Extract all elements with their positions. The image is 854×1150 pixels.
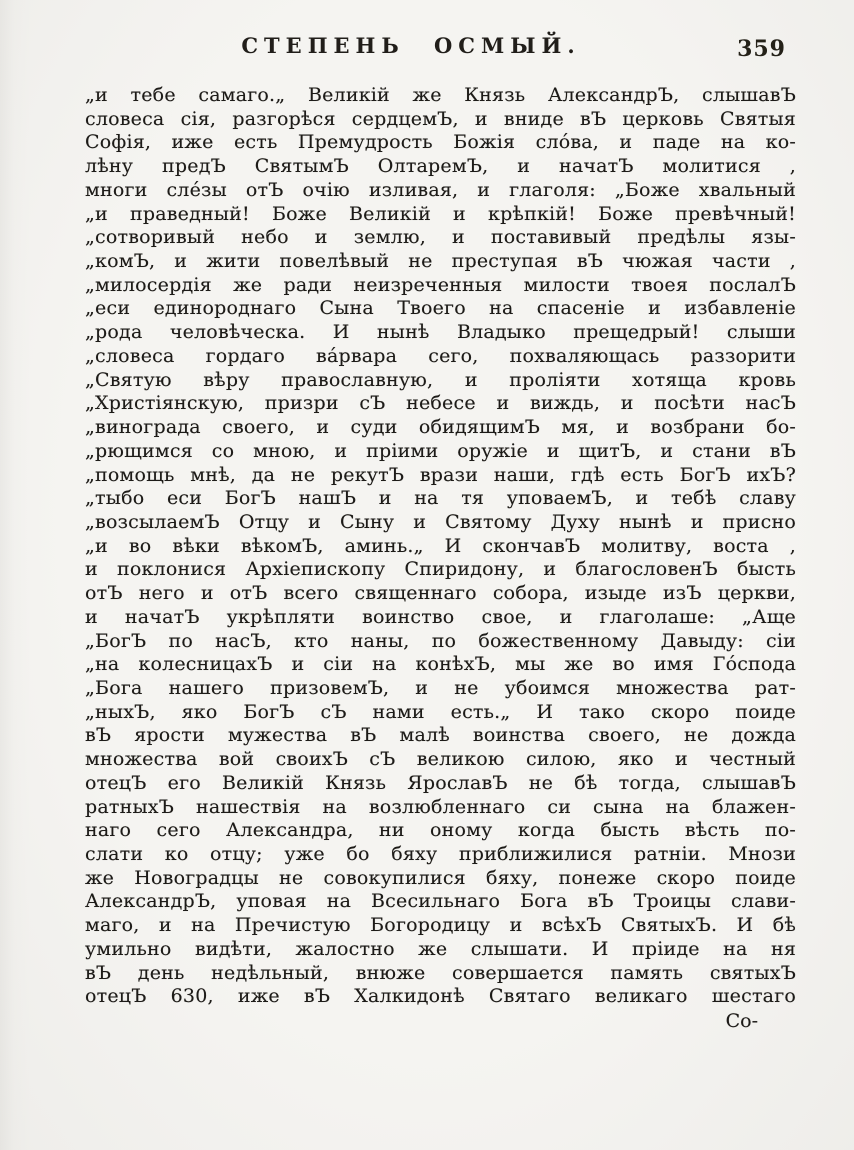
text-line: словеса сія, разгорѣся сердцемЪ, и вниде вЪ церковь Святыя [85,107,796,130]
text-line: ратныхЪ нашествія на возлюбленнаго си сына на блажен- [85,795,796,818]
text-line: отецЪ 630, иже вЪ Халкидонѣ Святаго великаго шестаго [85,985,796,1008]
text-line: вЪ ярости мужества вЪ малѣ воинства своего, не дожда [85,724,796,747]
text-line: „БогЪ по насЪ, кто наны, по божественному Давыду: сіи [85,629,796,652]
text-line: „сотворивый небо и землю, и поставивый предѣлы язы- [85,226,796,249]
text-line: и начатЪ укрѣпляти воинство свое, и глаголаше: „Аще [85,605,796,628]
text-line: АлександрЪ, уповая на Всесильнаго Бога вЪ Троицы слави- [85,890,796,913]
text-line: же Новоградцы не совокупилися бяху, понеже скоро поиде [85,866,796,889]
text-line: „Бога нашего призовемЪ, и не убоимся множества рат- [85,676,796,699]
catchword: Со- [725,1010,758,1033]
text-line: „на колесницахЪ и сіи на конѣхЪ, мы же во имя Го́спода [85,653,796,676]
text-line: наго сего Александра, ни оному когда бысть вѣсть по- [85,819,796,842]
text-line: множества вой своихЪ сЪ великою силою, яко и честный [85,748,796,771]
text-line: вЪ день недѣльный, внюже совершается память святыхЪ [85,961,796,984]
text-line: „рода человѣческа. И нынѣ Владыко прещедрый! слыши [85,321,796,344]
text-line: „и во вѣки вѣкомЪ, аминь.„ И скончавЪ молитву, воста , [85,534,796,557]
text-line: „ныхЪ, яко БогЪ сЪ нами есть.„ И тако скоро поиде [85,700,796,723]
page-number: 359 [737,36,786,62]
text-line: Софія, иже есть Премудрость Божія сло́ва, и паде на ко- [85,131,796,154]
text-line: „Святую вѣру православную, и проліяти хотяща кровь [85,368,796,391]
text-line: умильно видѣти, жалостно же слышати. И пріиде на ня [85,937,796,960]
text-line: „Христіянскую, призри сЪ небесе и виждь, и посѣти насЪ [85,392,796,415]
text-line: многи сле́зы отЪ очію изливая, и глаголя: „Боже хвальный [85,178,796,201]
text-line: „и праведный! Боже Великій и крѣпкій! Боже превѣчный! [85,202,796,225]
text-line: „возсылаемЪ Отцу и Сыну и Святому Духу нынѣ и присно [85,510,796,533]
text-line: лѣну предЪ СвятымЪ ОлтаремЪ, и начатЪ молитися , [85,155,796,178]
text-line: „милосердія же ради неизреченныя милости твоея послалЪ [85,273,796,296]
text-line: „комЪ, и жити повелѣвый не преступая вЪ чюжая части , [85,250,796,273]
text-line: „еси единороднаго Сына Твоего на спасеніе и избавленіе [85,297,796,320]
text-line: „тыбо еси БогЪ нашЪ и на тя уповаемЪ, и тебѣ славу [85,487,796,510]
text-line: отЪ него и отЪ всего священнаго собора, изыде изЪ церкви, [85,582,796,605]
running-header-title: СТЕПЕНЬ ОСМЫЙ. [241,33,581,58]
text-line: „помощь мнѣ, да не рекутЪ врази наши, гдѣ есть БогЪ ихЪ? [85,463,796,486]
text-line: „винограда своего, и суди обидящимЪ мя, и возбрани бо- [85,416,796,439]
text-line: маго, и на Пречистую Богородицу и всѣхЪ СвятыхЪ. И бѣ [85,914,796,937]
text-line: „и тебе самаго.„ Великій же Князь АлександрЪ, слышавЪ [85,84,796,106]
text-line: „рющимся со мною, и пріими оружіе и щитЪ, и стани вЪ [85,439,796,462]
text-line: „словеса гордаго ва́рвара сего, похваляющась раззорити [85,344,796,367]
body-text-block [85,84,796,1033]
text-line: слати ко отцу; уже бо бяху приближилися ратніи. Мнози [85,843,796,865]
text-line: и поклонися Архіепископу Спиридону, и благословенЪ бысть [85,558,796,581]
text-line: отецЪ его Великій Князь ЯрославЪ не бѣ тогда, слышавЪ [85,771,796,794]
